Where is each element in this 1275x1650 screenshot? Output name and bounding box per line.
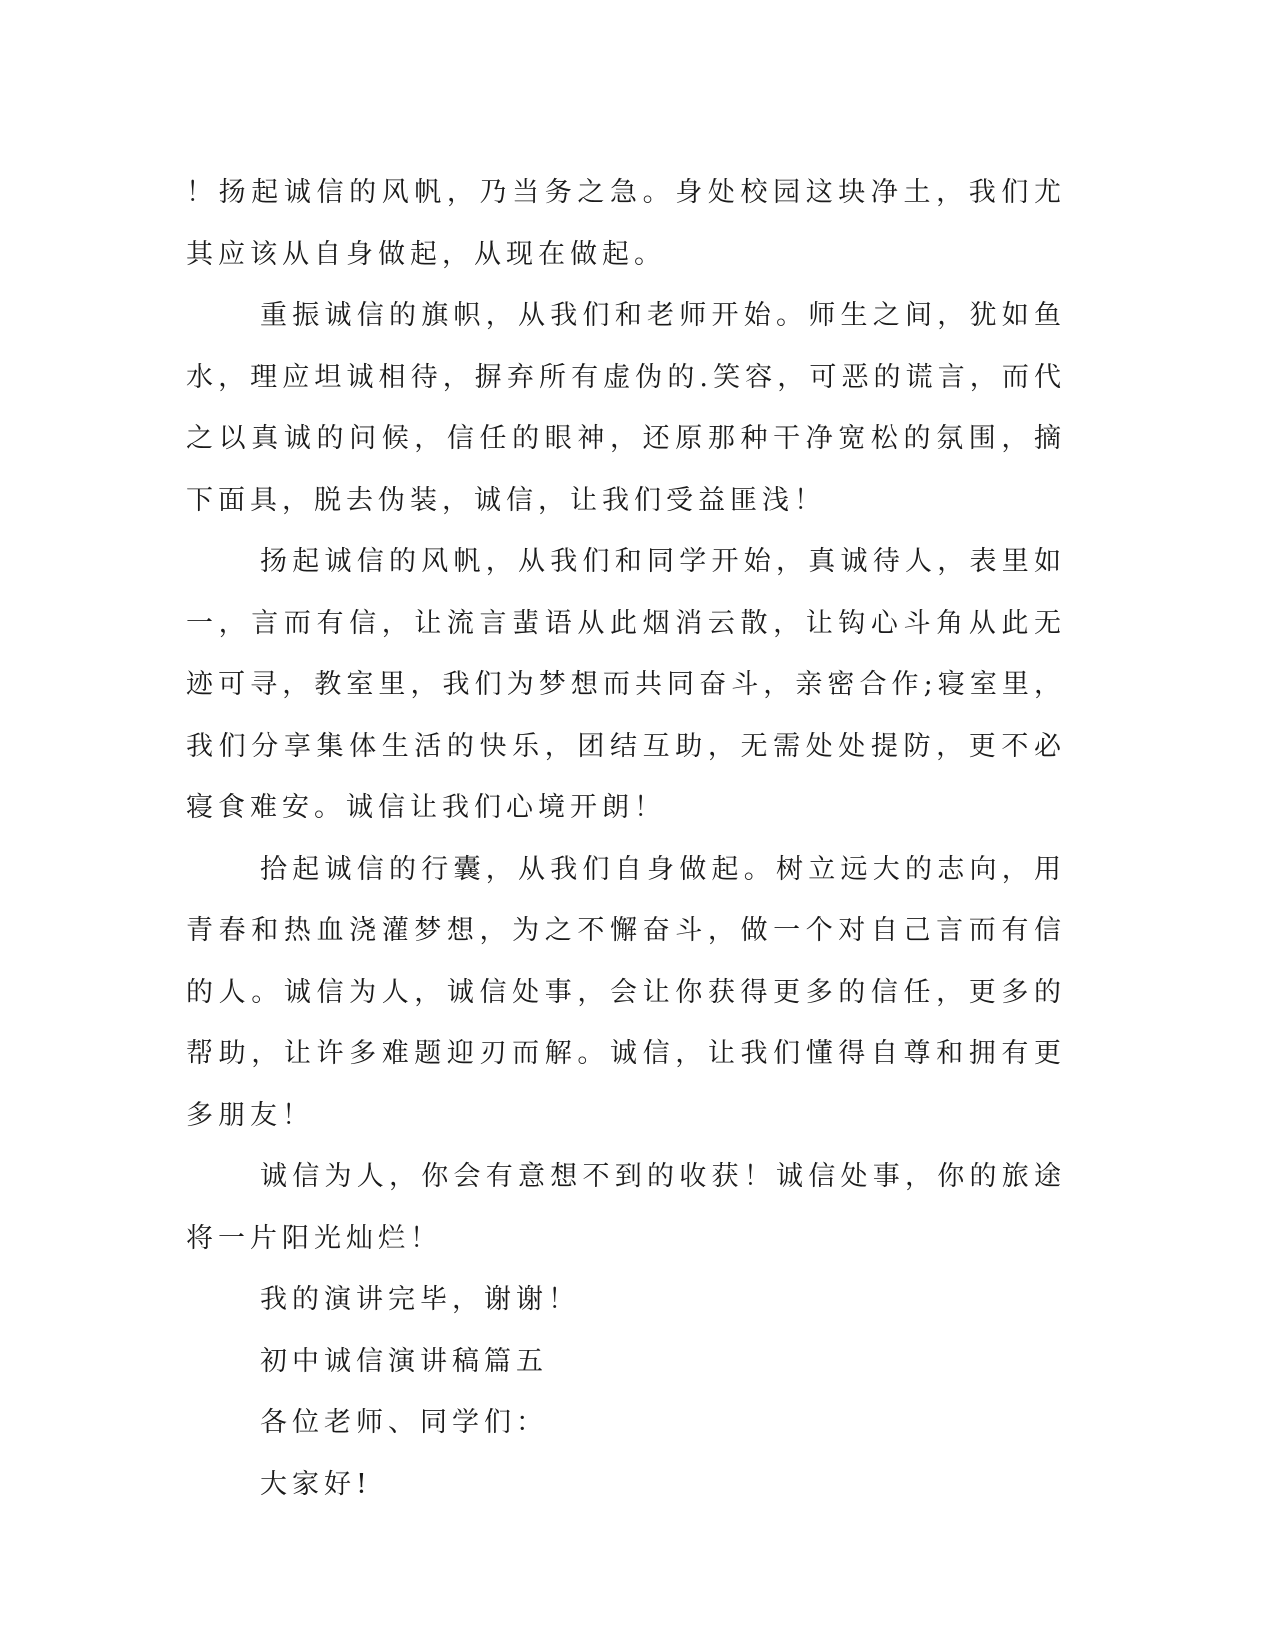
paragraph-teachers: 重振诚信的旗帜，从我们和老师开始。师生之间，犹如鱼水，理应坦诚相待，摒弃所有虚伪的.笑容，可恶的谎言，而代之以真诚的问候，信任的眼神，还原那种干净宽松的氛围，摘下面具，脱去伪装，诚信，让我们受益匪浅！	[186, 300, 1066, 516]
paragraph-closing: 我的演讲完毕，谢谢！	[260, 1284, 580, 1315]
greeting: 大家好!	[260, 1468, 372, 1500]
section-heading: 初中诚信演讲稿篇五	[260, 1345, 548, 1377]
paragraph-self: 拾起诚信的行囊，从我们自身做起。树立远大的志向，用青春和热血浇灌梦想，为之不懈奋斗，做一个对自己言而有信的人。诚信为人，诚信处事，会让你获得更多的信任，更多的帮助，让许多难题迎刃而解。诚信，让我们懂得自尊和拥有更多朋友！	[186, 853, 1066, 1131]
salutation: 各位老师、同学们：	[260, 1407, 548, 1438]
paragraph-classmates: 扬起诚信的风帆，从我们和同学开始，真诚待人，表里如一，言而有信，让流言蜚语从此烟消云散，让钩心斗角从此无迹可寻，教室里，我们为梦想而共同奋斗，亲密合作;寝室里，我们分享集体生活的快乐，团结互助，无需处处提防，更不必寝食难安。诚信让我们心境开朗！	[186, 546, 1066, 823]
document-body	[186, 162, 1066, 1515]
paragraph-conclusion: 诚信为人，你会有意想不到的收获！诚信处事，你的旅途将一片阳光灿烂！	[186, 1161, 1066, 1254]
paragraph-intro-tail: ！扬起诚信的风帆，乃当务之急。身处校园这块净土，我们尤其应该从自身做起，从现在做起。	[186, 177, 1066, 270]
